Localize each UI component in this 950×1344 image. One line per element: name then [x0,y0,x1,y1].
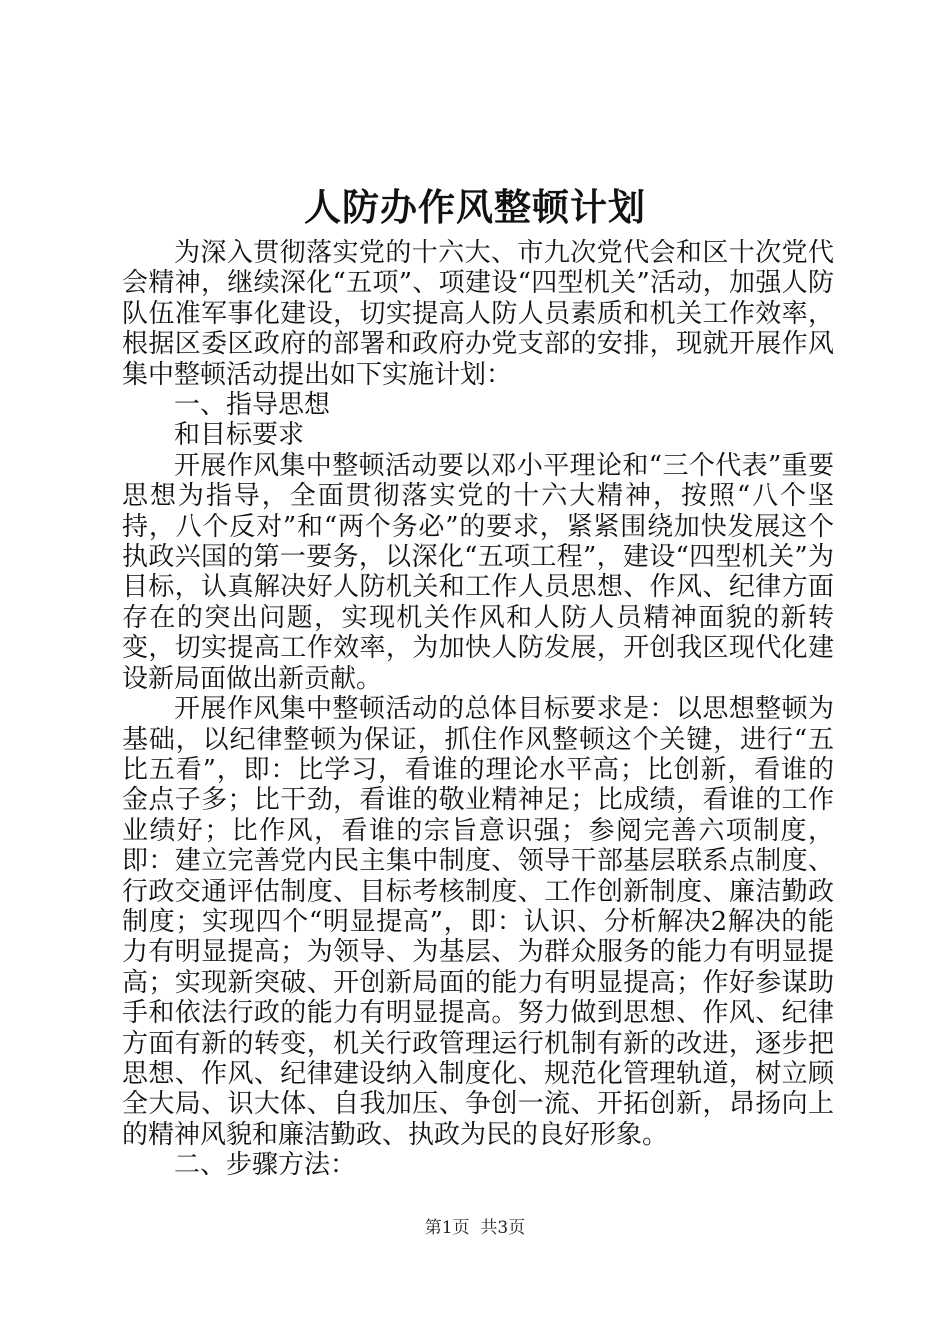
document-body [122,238,834,1181]
page-number-label: 第1页 共3页 [424,1218,526,1238]
paragraph-guidance: 开展作风集中整顿活动要以邓小平理论和“三个代表”重要思想为指导，全面贯彻落实党的十六大精神，按照“八个坚持，八个反对”和“两个务必”的要求，紧紧围绕加快发展这个执政兴国的第一要务，以深化“五项工程”，建设“四型机关”为目标，认真解决好人防机关和工作人员思想、作风、纪律方面存在的突出问题，实现机关作风和人防人员精神面貌的新转变，切实提高工作效率，为加快人防发展，开创我区现代化建设新局面做出新贡献。 [122,450,834,694]
section-heading-steps: 二、步骤方法： [174,1150,357,1181]
paragraph-overall-goals: 开展作风集中整顿活动的总体目标要求是：以思想整顿为基础，以纪律整顿为保证，抓住作风整顿这个关键，进行“五比五看”，即：比学习，看谁的理论水平高；比创新，看谁的金点子多；比干劲，看谁的敬业精神足；比成绩，看谁的工作业绩好；比作风，看谁的宗旨意识强；参阅完善六项制度，即：建立完善党内民主集中制度、领导干部基层联系点制度、行政交通评估制度、目标考核制度、工作创新制度、廉洁勤政制度；实现四个“明显提高”，即：认识、分析解决2解决的能力有明显提高；为领导、为基层、为群众服务的能力有明显提高；实现新突破、开创新局面的能力有明显提高；作好参谋助手和依法行政的能力有明显提高。努力做到思想、作风、纪律方面有新的转变，机关行政管理运行机制有新的改进，逐步把思想、作风、纪律建设纳入制度化、规范化管理轨道，树立顾全大局、识大体、自我加压、争创一流、开拓创新，昂扬向上的精神风貌和廉洁勤政、执政为民的良好形象。 [122,694,834,1150]
section-heading-guiding-thought: 一、指导思想 [174,390,331,421]
page-footer [0,1216,950,1240]
paragraph-intro: 为深入贯彻落实党的十六大、市九次党代会和区十次党代会精神，继续深化“五项”、项建设“四型机关”活动，加强人防队伍准军事化建设，切实提高人防人员素质和机关工作效率，根据区委区政府的部署和政府办党支部的安排，现就开展作风集中整顿活动提出如下实施计划： [122,238,834,390]
document-title: 人防办作风整顿计划 [304,185,646,229]
section-heading-goals: 和目标要求 [174,420,305,451]
